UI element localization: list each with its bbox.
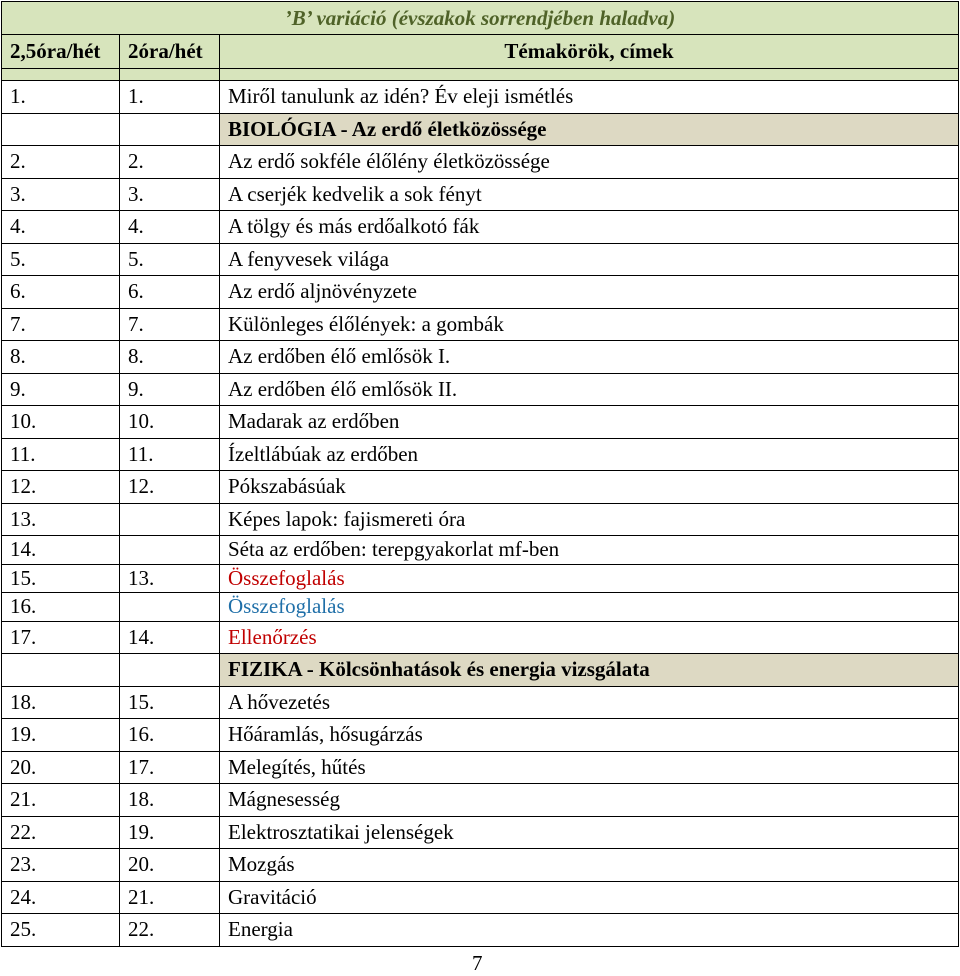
lesson-number-25: 8.: [2, 341, 120, 374]
lesson-number-2: [120, 503, 220, 536]
lesson-topic: A fenyvesek világa: [220, 243, 959, 276]
table-row: [2, 816, 959, 849]
lesson-number-2: 15.: [120, 686, 220, 719]
lesson-topic: Az erdőben élő emlősök I.: [220, 341, 959, 374]
lesson-topic: Pókszabásúak: [220, 471, 959, 504]
table-row: [2, 503, 959, 536]
lesson-topic: A tölgy és más erdőalkotó fák: [220, 211, 959, 244]
lesson-number-25: 17.: [2, 621, 120, 654]
table-row: [2, 146, 959, 179]
lesson-number-2: 19.: [120, 816, 220, 849]
lesson-number-25: 19.: [2, 719, 120, 752]
lesson-topic: Képes lapok: fajismereti óra: [220, 503, 959, 536]
curriculum-table: [1, 1, 959, 947]
lesson-topic: A cserjék kedvelik a sok fényt: [220, 178, 959, 211]
lesson-topic: Gravitáció: [220, 881, 959, 914]
header-hours-25: 2,5óra/hét: [2, 35, 120, 69]
lesson-number-2: 20.: [120, 849, 220, 882]
lesson-number-25: 16.: [2, 593, 120, 622]
table-row: [2, 784, 959, 817]
lesson-topic: Ízeltlábúak az erdőben: [220, 438, 959, 471]
lesson-number-25: 4.: [2, 211, 120, 244]
table-row: [2, 243, 959, 276]
table-row: [2, 341, 959, 374]
table-row: [2, 308, 959, 341]
lesson-number-25: 1.: [2, 81, 120, 114]
spacer-cell: [2, 69, 120, 81]
table-row: [2, 621, 959, 654]
lesson-number-2: 12.: [120, 471, 220, 504]
lesson-number-25: 2.: [2, 146, 120, 179]
lesson-topic: Elektrosztatikai jelenségek: [220, 816, 959, 849]
lesson-number-25: 9.: [2, 373, 120, 406]
lesson-number-2: 14.: [120, 621, 220, 654]
section-title: FIZIKA - Kölcsönhatások és energia vizsgálata: [220, 654, 959, 687]
table-row: [2, 178, 959, 211]
lesson-number-2: 22.: [120, 914, 220, 947]
table-row: [2, 914, 959, 947]
table-row: [2, 438, 959, 471]
lesson-number-2: 16.: [120, 719, 220, 752]
section-empty-cell: [2, 654, 120, 687]
lesson-topic: Összefoglalás: [220, 593, 959, 622]
lesson-topic: Melegítés, hűtés: [220, 751, 959, 784]
lesson-number-25: 20.: [2, 751, 120, 784]
lesson-number-25: 14.: [2, 536, 120, 565]
lesson-number-25: 10.: [2, 406, 120, 439]
table-row: [2, 686, 959, 719]
lesson-number-2: [120, 593, 220, 622]
table-row: [2, 564, 959, 593]
lesson-topic: Mágnesesség: [220, 784, 959, 817]
header-hours-2: 2óra/hét: [120, 35, 220, 69]
table-row: [2, 406, 959, 439]
lesson-number-25: 12.: [2, 471, 120, 504]
lesson-number-2: 11.: [120, 438, 220, 471]
lesson-number-25: 5.: [2, 243, 120, 276]
lesson-number-2: [120, 536, 220, 565]
lesson-number-25: 18.: [2, 686, 120, 719]
lesson-number-25: 25.: [2, 914, 120, 947]
table-row: [2, 276, 959, 309]
lesson-topic: Mozgás: [220, 849, 959, 882]
lesson-topic: A hővezetés: [220, 686, 959, 719]
lesson-number-2: 7.: [120, 308, 220, 341]
lesson-number-2: 1.: [120, 81, 220, 114]
table-row: [2, 373, 959, 406]
page-number: 7: [472, 951, 483, 975]
lesson-number-2: 21.: [120, 881, 220, 914]
lesson-topic: Az erdőben élő emlősök II.: [220, 373, 959, 406]
lesson-topic: Ellenőrzés: [220, 621, 959, 654]
header-row: [2, 35, 959, 69]
lesson-number-2: 5.: [120, 243, 220, 276]
lesson-topic: Séta az erdőben: terepgyakorlat mf-ben: [220, 536, 959, 565]
table-title-row: [2, 2, 959, 35]
table-row: [2, 849, 959, 882]
lesson-topic: Hőáramlás, hősugárzás: [220, 719, 959, 752]
lesson-number-2: 3.: [120, 178, 220, 211]
section-row: [2, 654, 959, 687]
lesson-number-25: 21.: [2, 784, 120, 817]
lesson-number-2: 4.: [120, 211, 220, 244]
lesson-number-2: 17.: [120, 751, 220, 784]
lesson-topic: Összefoglalás: [220, 564, 959, 593]
table-row: [2, 536, 959, 565]
lesson-topic: Az erdő aljnövényzete: [220, 276, 959, 309]
lesson-number-2: 10.: [120, 406, 220, 439]
lesson-number-25: 11.: [2, 438, 120, 471]
lesson-topic: Különleges élőlények: a gombák: [220, 308, 959, 341]
table-row: [2, 881, 959, 914]
lesson-topic: Energia: [220, 914, 959, 947]
table-row: [2, 593, 959, 622]
lesson-topic: Miről tanulunk az idén? Év eleji ismétlés: [220, 81, 959, 114]
section-empty-cell: [120, 654, 220, 687]
lesson-number-25: 24.: [2, 881, 120, 914]
lesson-number-2: 13.: [120, 564, 220, 593]
table-row: [2, 471, 959, 504]
table-row: [2, 81, 959, 114]
lesson-topic: Madarak az erdőben: [220, 406, 959, 439]
lesson-number-2: 6.: [120, 276, 220, 309]
lesson-number-2: 8.: [120, 341, 220, 374]
lesson-number-2: 9.: [120, 373, 220, 406]
lesson-number-25: 3.: [2, 178, 120, 211]
table-title: ’B’ variáció (évszakok sorrendjében haladva): [2, 2, 959, 35]
lesson-number-25: 15.: [2, 564, 120, 593]
lesson-number-25: 13.: [2, 503, 120, 536]
lesson-number-25: 23.: [2, 849, 120, 882]
section-empty-cell: [2, 113, 120, 146]
lesson-topic: Az erdő sokféle élőlény életközössége: [220, 146, 959, 179]
table-row: [2, 211, 959, 244]
lesson-number-25: 7.: [2, 308, 120, 341]
lesson-number-2: 2.: [120, 146, 220, 179]
lesson-number-2: 18.: [120, 784, 220, 817]
spacer-cell: [120, 69, 220, 81]
section-row: [2, 113, 959, 146]
spacer-cell: [220, 69, 959, 81]
section-empty-cell: [120, 113, 220, 146]
section-title: BIOLÓGIA - Az erdő életközössége: [220, 113, 959, 146]
header-topics: Témakörök, címek: [220, 35, 959, 69]
lesson-number-25: 6.: [2, 276, 120, 309]
header-spacer-row: [2, 69, 959, 81]
lesson-number-25: 22.: [2, 816, 120, 849]
table-row: [2, 719, 959, 752]
table-row: [2, 751, 959, 784]
